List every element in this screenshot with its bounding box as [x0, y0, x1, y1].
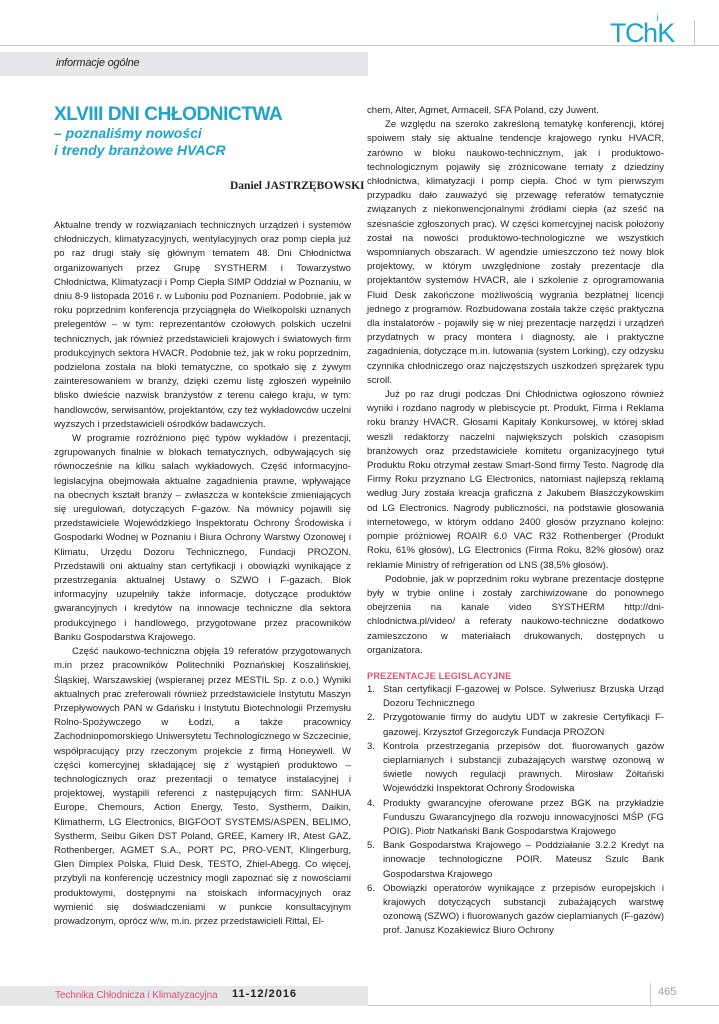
list-item-text: Stan certyfikacji F-gazowej w Polsce. Sylweriusz Brzuska Urząd Dozoru Technicznego — [383, 683, 664, 710]
list-item — [367, 839, 664, 882]
paragraph: chem, Alter, Agmet, Armacell, SFA Poland, czy Juwent. — [367, 105, 599, 116]
list-item — [367, 797, 664, 840]
article-title-block — [54, 104, 354, 159]
list-heading: PREZENTACJE LEGISLACYJNE — [367, 670, 512, 681]
list-item — [367, 683, 664, 711]
list-item-number: 1. — [367, 683, 375, 695]
list-item-text: Przygotowanie firmy do audytu UDT w zakresie Certyfikacji F-gazowej. Krzysztof Grzegorczyk Fundacja PROZON — [383, 712, 664, 738]
logo-text: TCh — [610, 18, 657, 48]
article-title: XLVIII DNI CHŁODNICTWA — [54, 104, 283, 125]
header-rule-tick — [694, 20, 695, 46]
list-item-number: 6. — [367, 882, 375, 894]
page-number: 465 — [658, 986, 677, 998]
paragraph: Aktualne trendy w rozwiązaniach technicznych urządzeń i systemów chłodniczych, klimatyzacyjnych, wentylacyjnych oraz pomp ciepła już po raz drugi stały się głównym tematem 48. Dni Chłodnictwa organizowanych przez Grupę SYSTHERM i Towarzystwo Chłodnictwa, Klimatyzacji i Pomp Ciepła SIMP Oddział w Poznaniu, w dniu 8-9 listopada 2016 r. w Luboniu pod Poznaniem. Podobnie, jak w roku poprzednim konferencja przyciągnęła do Wielkopolski uznanych prelegentów – w tym: reprezentantów czołowych polskich uczelni technicznych, jak również przedstawicieli krajowych i światowych firm produkcyjnych sektora HVACR. Podobnie też, jak w roku poprzednim, podzielona została na bloki tematyczne, co spotkało się z żywym zainteresowaniem w branży, dzięki czemu listę zgłoszeń wypełniło blisko dwieście nazwisk branżystów z terenu całego kraju, w tym: handlowców, serwisantów, projektantów, czy też wykładowców uczelni wyższych i przedstawicieli ośrodków badawczych. — [54, 220, 351, 430]
logo-sup: i — [656, 13, 658, 24]
left-column — [54, 219, 351, 929]
list-item — [367, 740, 664, 797]
paragraph: Część naukowo-techniczna objęła 19 referatów przygotowanych m.in przez pracowników Politechniki Poznańskiej Koszalińskiej, Śląskiej, Warszawskiej (wspieranej przez MESTIL Sp. z o.o.) Wyniki aktualnych prac zreferowali również przedstawiciele Instytutu Maszyn Przepływowych PAN w Gdańsku i Instytutu Biotechnologii Przemysłu Rolno-Spożywczego w Łodzi, a także pracownicy Zachodniopomorskiego Uniwersytetu Technologicznego w Szczecinie, współpracujący przy rzeczonym projekcie z firmą Honeywell. W części komercyjnej składającej się z wystąpień produktowo – technologicznych oraz prezentacji o tematyce instalacyjnej i projektowej, wystąpili referenci z następujących firm: SANHUA Europe, Chemours, Action Energy, Testo, Systherm, Daikin, Klimatherm, LG Electronics, BIGFOOT SYSTEMS/ASPEN, BELIMO, Systherm, Seibu Giken DST Poland, GREE, Kamery IR, Atest GAZ, Rothenberger, AGMET S.A., PORT PC, PRO-VENT, Klingerburg, Glen Dimplex Polska, Fluid Desk, TESTO, Zhiel-Abegg. Co więcej, przybyli na konferencję uczestnicy mogli zapoznać się z nowościami produktowymi, dostępnymi na stoiskach informacyjnych oraz wymienić się doświadczeniami w punkcie konsultacyjnym prowadzonym, oprócz w/w, m.in. przez przedstawicieli Rittal, El- — [54, 646, 351, 927]
footer-rule-tick — [650, 983, 651, 1005]
paragraph: Ze względu na szeroko zakreśloną tematykę konferencji, której spoiwem stały się aktualne tendencje krajowego rynku HVACR, zarówno w bloku naukowo-technicznym, jak i produktowo-technologicznym pojawiły się zróżnicowane tematy z dziedziny chłodnictwa, klimatyzacji i pomp ciepła. Choć w tym pierwszym przypadku dało zauważyć się przewagę referatów tematycznie związanych z niekonwencjonalnymi źródłami ciepła (aż sześć na szesnaście zgłoszonych prac). W części komercyjnej nacisk położony został na nowości produktowo-technologiczne we wszystkich wspomnianych obszarach. W agendzie umieszczono też nowy blok projektowy, w którym uwzględnione zostały prezentacje dla projektantów systemów HVACR, ale i szkolenie z oprogramowania Fluid Desk zakończone możliwością wygrania bezpłatnej licencji jednego z programów. Rozbudowana została także część praktyczna dla instalatorów - pojawiły się w niej prezentacje narzędzi i urządzeń przydatnych w pracy montera i diagnosty, ale i praktyczne zagadnienia, dotyczące m.in. lutowania (system Lorking), czy odzysku czynnika chłodniczego oraz najczęstszych uszkodzeń sprężarek typu scroll. — [367, 119, 664, 386]
paragraph: Już po raz drugi podczas Dni Chłodnictwa ogłoszono również wyniki i rozdano nagrody w plebiscycie pt. Produkt, Firma i Reklama roku branży HVACR. Głosami Kapitały Konkursowej, w której skład weszli redaktorzy naczelni największych polskich czasopism branżowych oraz przedstawiciele komitetu organizacyjnego tytuł Produktu Roku otrzymał zestaw Smart-Sond firmy Testo. Nagrodę dla Firmy Roku przyznano LG Electronics, natomiast najlepszą reklamą według Jury została kreacja graficzna z Jakubem Błaszczykowskim od LG Electronics. Nagrody publiczności, na podstawie głosowania internetowego, w którym oddano 2400 głosów przyznano kolejno: pompie próżniowej ROAIR 6.0 VAC R32 Rothenberger (Produkt Roku, 61% głosów), LG Electronics (Firma Roku, 82% głosów) oraz reklamie Ministry of refrigeration od LNS (38,5% głosów). — [367, 389, 664, 571]
list-item-text: Kontrola przestrzegania przepisów dot. fluorowanych gazów cieplarnianych i substancji zubażających warstwę ozonową w świetle nowych regulacji prawnych. Mirosław Żółtański Wojewódzki Inspektorat Ochrony Środowiska — [383, 740, 664, 795]
article-subtitle-1: – poznaliśmy nowości — [54, 125, 202, 141]
paragraph: Podobnie, jak w poprzednim roku wybrane prezentacje dostępne były w trybie online i zostały zarchiwizowane do ponownego obejrzenia na kanale video SYSTHERM http://dni-chlodnictwa.pl/video/ a referaty naukowo-techniczne dodatkowo zamieszczono w materiałach drukowanych, dostępnych u organizatora. — [367, 573, 664, 656]
journal-logo — [610, 13, 674, 49]
list-item-number: 5. — [367, 840, 375, 852]
list-item — [367, 711, 664, 739]
presentation-list — [367, 683, 664, 939]
footer-issue: 11-12/2016 — [232, 988, 298, 1000]
list-item-text: Obowiązki operatorów wynikające z przepisów europejskich i krajowych dotyczących substancji zubażających warstwę ozonową (SZWO) i fluorowanych gazów cieplarnianych (F-gazów) prof. Janusz Kozakiewicz Biuro Ochrony — [383, 882, 664, 937]
list-item-text: Produkty gwarancyjne oferowane przez BGK na przykładzie Funduszu Gwarancyjnego dla rozwoju innowacyjności MŚP (FG POIG). Piotr Natkański Bank Gospodarstwa Krajowego — [383, 797, 664, 837]
section-label: informacje ogólne — [56, 57, 140, 69]
article-author: Daniel JASTRZĘBOWSKI — [230, 180, 365, 192]
footer-rule — [368, 1005, 719, 1006]
list-item — [367, 882, 664, 939]
article-subtitle-2: i trendy branżowe HVACR — [54, 142, 226, 158]
paragraph: W programie rozróżniono pięć typów wykładów i prezentacji, zgrupowanych finalnie w blokach tematycznych, odbywających się równocześnie na kilku salach wykładowych. Część informacyjno-legislacyjna obejmowała aktualne zagadnienia prawne, wpływające na obecnych kształt branży – zwłaszcza w kontekście zmieniających się uregulowań, dotyczących F-gazów. Na mównicy pojawili się przedstawiciele Wojewódzkiego Inspektoratu Ochrony Środowiska i Gospodarki Wodnej w Poznaniu i Biura Ochrony Warstwy Ozonowej i Klimatu, Urzędu Dozoru Technicznego, Fundacji PROZON. Przedstawili oni aktualny stan certyfikacji i obowiązki wynikające z przestrzegania aktualnej Ustawy o SZWO i F-gazach. Blok informacyjny uzupełniły także informacje, dotyczące produktów gwarancyjnych i kredytów na innowacje techniczne dla sektora produkcyjnego i handlowego, przygotowane przez pracowników Banku Gospodarstwa Krajowego. — [54, 433, 351, 643]
list-item-number: 3. — [367, 740, 375, 752]
list-item-number: 2. — [367, 712, 375, 724]
logo-end: K — [657, 18, 674, 48]
right-column — [367, 104, 664, 939]
list-item-text: Bank Gospodarstwa Krajowego – Poddziałanie 3.2.2 Kredyt na innowacje technologiczne POIR. Mateusz Szulc Bank Gospodarstwa Krajowego — [383, 840, 664, 880]
list-item-number: 4. — [367, 797, 375, 809]
footer-journal-title: Technika Chłodnicza i Klimatyzacyjna — [55, 990, 218, 1001]
